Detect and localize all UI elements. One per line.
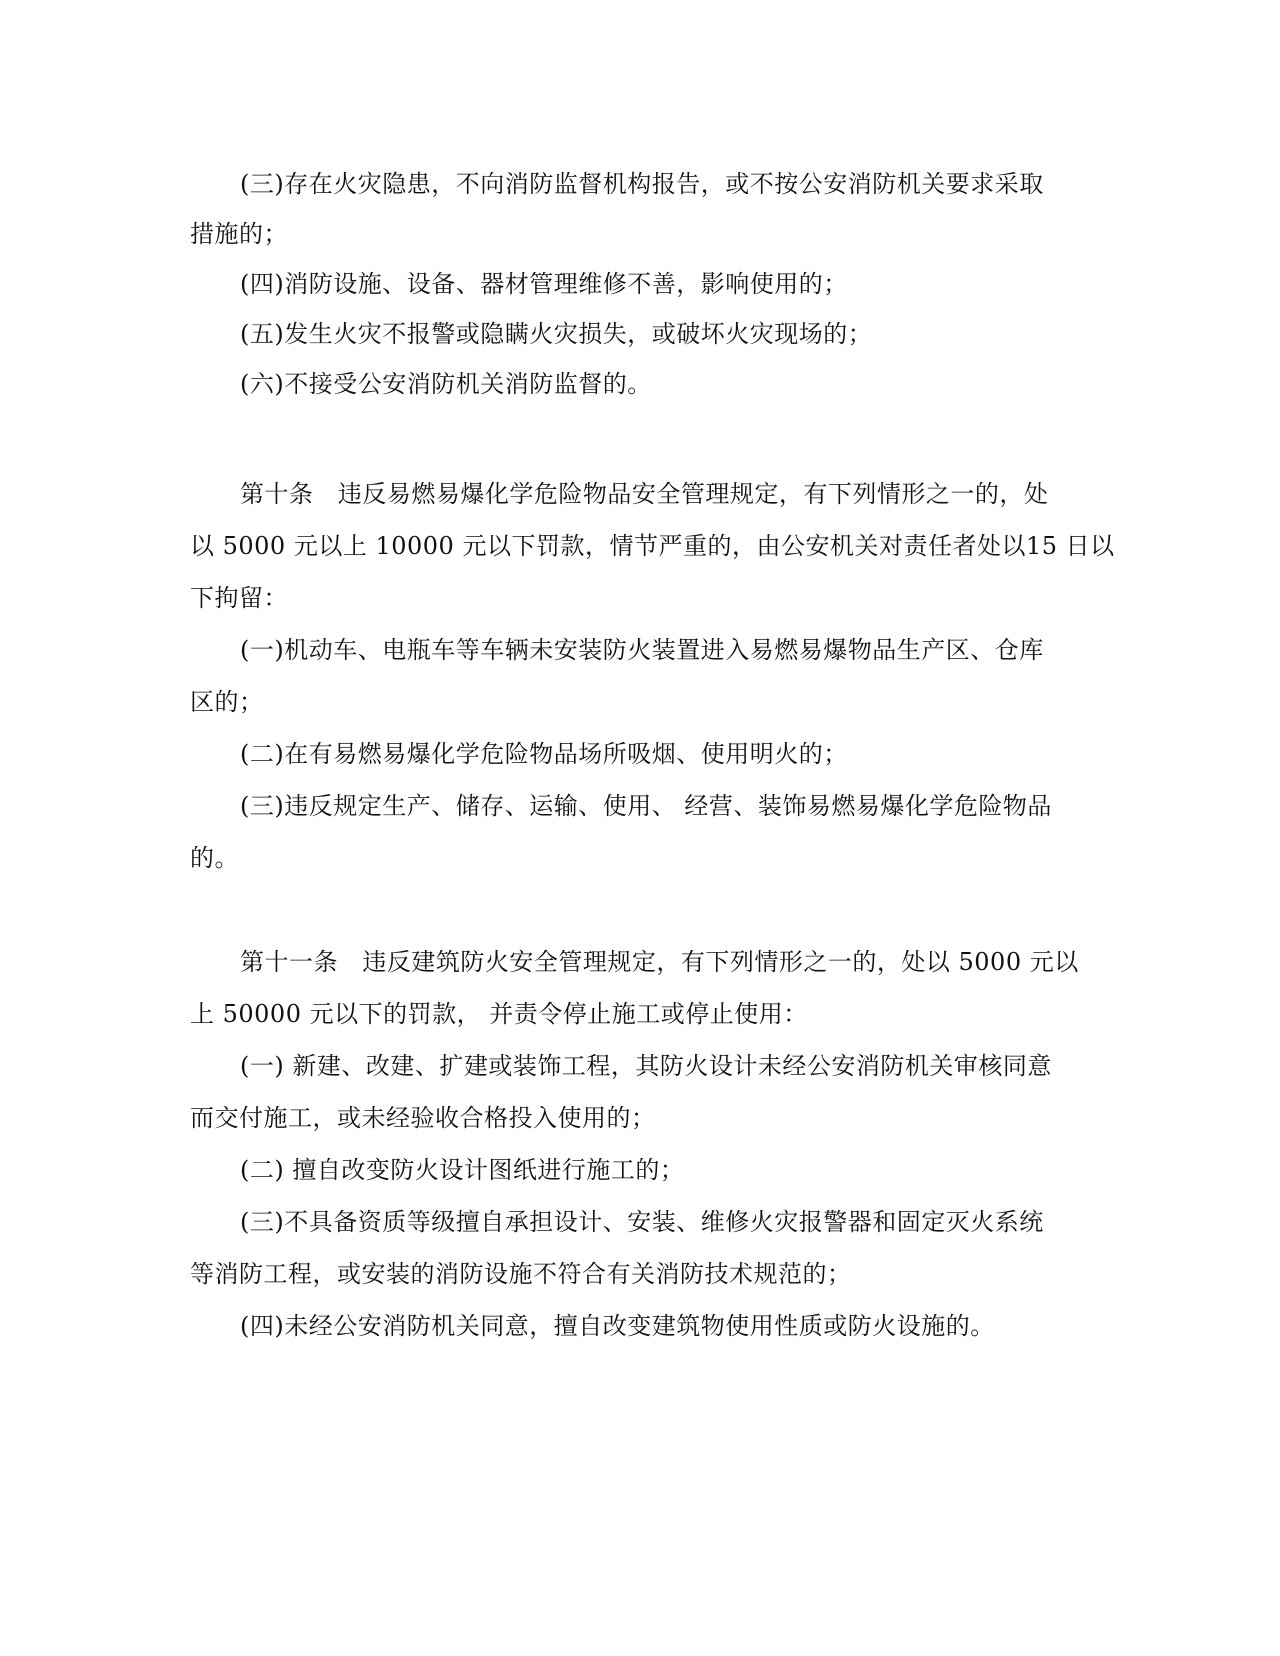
text-line: (五)发生火灾不报警或隐瞒火灾损失，或破坏火灾现场的； — [240, 320, 873, 348]
article-11-heading-line: 第十一条 违反建筑防火安全管理规定，有下列情形之一的，处以 5000 元以 — [240, 948, 1079, 976]
text-line: 区的； — [190, 688, 264, 716]
text-line: (一) 新建、改建、扩建或装饰工程，其防火设计未经公安消防机关审核同意 — [240, 1052, 1052, 1080]
text-line: 的。 — [190, 844, 239, 872]
text-line: 而交付施工，或未经验收合格投入使用的； — [190, 1104, 656, 1132]
text-line: (六)不接受公安消防机关消防监督的。 — [240, 370, 652, 398]
text-line: (四)消防设施、设备、器材管理维修不善，影响使用的； — [240, 270, 848, 298]
text-line: (二)在有易燃易爆化学危险物品场所吸烟、使用明火的； — [240, 740, 848, 768]
text-line: 措施的； — [190, 220, 288, 248]
text-line: 以 5000 元以上 10000 元以下罚款，情节严重的，由公安机关对责任者处以15 日以 — [190, 532, 1115, 560]
text-line: (三)违反规定生产、储存、运输、使用、 经营、装饰易燃易爆化学危险物品 — [240, 792, 1052, 820]
text-line: (一)机动车、电瓶车等车辆未安装防火装置进入易燃易爆物品生产区、仓库 — [240, 636, 1044, 664]
article-10-heading-line: 第十条 违反易燃易爆化学危险物品安全管理规定，有下列情形之一的，处 — [240, 480, 1049, 508]
text-line: (三)存在火灾隐患，不向消防监督机构报告，或不按公安消防机关要求采取 — [240, 170, 1044, 198]
text-line: (二) 擅自改变防火设计图纸进行施工的； — [240, 1156, 685, 1184]
text-line: (四)未经公安消防机关同意，擅自改变建筑物使用性质或防火设施的。 — [240, 1312, 995, 1340]
text-line: 下拘留： — [190, 584, 288, 612]
text-line: 等消防工程，或安装的消防设施不符合有关消防技术规范的； — [190, 1260, 852, 1288]
text-line: (三)不具备资质等级擅自承担设计、安装、维修火灾报警器和固定灭火系统 — [240, 1208, 1044, 1236]
text-line: 上 50000 元以下的罚款， 并责令停止施工或停止使用： — [190, 1000, 808, 1028]
